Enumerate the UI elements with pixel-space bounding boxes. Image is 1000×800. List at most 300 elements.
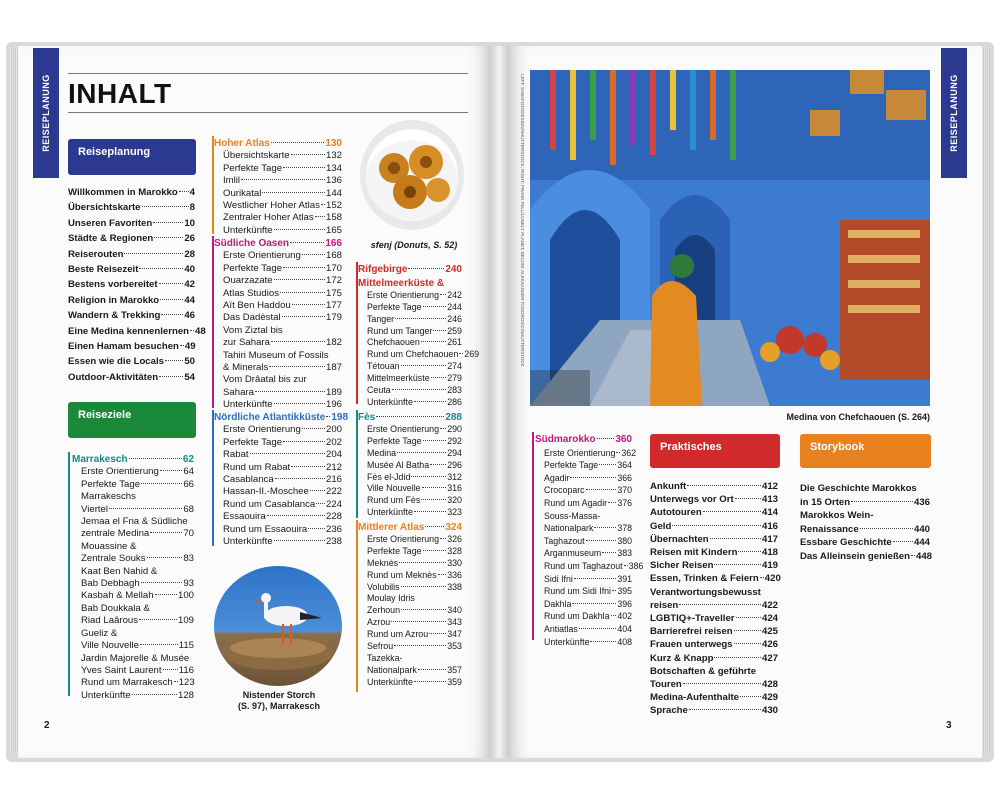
title-rule-top <box>68 73 468 74</box>
toc-page-number: 316 <box>447 483 462 494</box>
toc-page-number: 430 <box>761 705 778 717</box>
toc-page-number: 370 <box>617 485 632 496</box>
toc-leader-dots <box>740 696 761 697</box>
section-label: Storybook <box>810 441 865 453</box>
toc-entry-title: Mittelmeerküste <box>367 373 430 384</box>
toc-leader-dots <box>291 466 325 467</box>
toc-leader-dots <box>760 577 764 578</box>
toc-page-number: 4 <box>189 187 195 198</box>
toc-leader-dots <box>586 540 617 541</box>
toc-entry-title: Meknès <box>367 557 399 568</box>
toc-leader-dots <box>180 345 184 346</box>
toc-page-number: 336 <box>447 569 462 580</box>
toc-entry <box>367 665 462 677</box>
toc-page-number: 448 <box>916 550 933 562</box>
toc-entry <box>81 528 194 540</box>
toc-entry-title: Die Geschichte Marokkos <box>800 483 917 494</box>
toc-page-number: 364 <box>617 460 632 471</box>
toc-page-number: 395 <box>617 586 632 597</box>
toc-leader-dots <box>262 192 325 193</box>
toc-entry-title: Perfekte Tage <box>223 162 283 174</box>
toc-entry <box>68 354 195 369</box>
toc-page-number: 175 <box>325 287 342 299</box>
toc-suedliche-oasen <box>214 236 342 412</box>
toc-leader-dots <box>179 191 189 192</box>
toc-entry-title: Erste Orientierung <box>367 289 440 300</box>
toc-entry-title: Unterkünfte <box>223 536 273 548</box>
toc-page-number: 383 <box>617 548 632 559</box>
toc-page-number: 429 <box>761 692 778 704</box>
toc-page-number: 64 <box>183 466 194 478</box>
toc-page-number: 340 <box>447 605 462 616</box>
toc-group-heading <box>214 138 342 150</box>
toc-entry <box>68 247 195 262</box>
toc-leader-dots <box>574 578 616 579</box>
toc-entry-title: Essaouira <box>223 511 266 523</box>
toc-entry-title: Sahara <box>223 386 254 398</box>
toc-entry-title: Rund um Essaouira <box>223 523 308 535</box>
toc-leader-dots <box>267 515 325 516</box>
toc-entry-title: Tanger <box>367 313 395 324</box>
toc-entry-title: Fès el-Jdid <box>367 471 411 482</box>
toc-entry <box>223 312 342 324</box>
photo-caption: Medina von Chefchaouen (S. 264) <box>786 412 930 422</box>
toc-entry-title: Riad Laârous <box>81 615 139 627</box>
toc-entry-title: Tétouan <box>367 361 400 372</box>
toc-entry <box>650 506 778 519</box>
toc-entry-title: Agadir <box>544 472 570 483</box>
toc-entry-title: Rund um Chefchaouen <box>367 349 459 360</box>
toc-entry-title: Medina <box>367 447 397 458</box>
toc-entry <box>800 496 930 510</box>
toc-leader-dots <box>142 206 189 207</box>
toc-page-number: 83 <box>183 553 194 565</box>
toc-leader-dots <box>612 590 616 591</box>
toc-leader-dots <box>429 633 446 634</box>
toc-entry-title: Gueliz & <box>81 627 118 639</box>
toc-leader-dots <box>738 551 761 552</box>
toc-entry-title: Essen wie die Locals <box>68 356 164 368</box>
toc-page-number: 158 <box>325 212 342 224</box>
toc-leader-dots <box>160 299 183 300</box>
toc-entry-title: Ankunft <box>650 481 687 492</box>
toc-entry-title: Rund um Sidi Ifni <box>544 586 611 597</box>
toc-entry <box>367 397 462 409</box>
toc-leader-dots <box>586 489 617 490</box>
toc-leader-dots <box>129 458 182 459</box>
toc-entry-title: Ouarzazate <box>223 275 273 287</box>
toc-page-number: 380 <box>617 535 632 546</box>
toc-leader-dots <box>394 645 446 646</box>
toc-entry-title: Autotouren <box>650 507 702 519</box>
toc-page-number: 170 <box>325 262 342 274</box>
toc-page-number: 312 <box>447 471 462 482</box>
toc-page-number: 343 <box>447 617 462 628</box>
toc-suedmarokko <box>535 432 644 648</box>
toc-leader-dots <box>302 254 325 255</box>
toc-leader-dots <box>310 490 325 491</box>
toc-page-number: 212 <box>325 461 342 473</box>
toc-page-number: 408 <box>617 636 632 647</box>
toc-entry-title: Erste Orientierung <box>223 424 301 436</box>
toc-leader-dots <box>275 478 325 479</box>
toc-entry-title: Erste Orientierung <box>81 466 159 478</box>
page-edges-right <box>982 48 990 754</box>
toc-entry-title: Arganmuseum <box>544 548 602 559</box>
sfenj-image <box>360 120 464 230</box>
toc-entry <box>367 314 462 326</box>
toc-leader-dots <box>255 391 325 392</box>
toc-entry <box>81 566 194 578</box>
toc-entry-title: Essen, Trinken & Feiern <box>650 573 759 585</box>
toc-entry-title: Perfekte Tage <box>367 301 422 312</box>
toc-entry-title: Mouassine & <box>81 540 137 552</box>
toc-entry <box>367 349 480 361</box>
toc-leader-dots <box>308 528 325 529</box>
toc-page-number: 246 <box>447 313 462 324</box>
toc-entry-title: Unterkünfte <box>223 224 273 236</box>
toc-page-number: 130 <box>325 138 342 149</box>
toc-entry-title: & Minerals <box>223 362 269 374</box>
storch-photo <box>214 566 342 686</box>
toc-entry <box>68 231 195 246</box>
toc-hoher-atlas <box>214 136 342 237</box>
side-tab-label: REISEPLANUNG <box>949 74 959 152</box>
sfenj-photo <box>360 120 464 230</box>
toc-entry <box>367 641 462 653</box>
toc-entry-title: Nationalpark <box>367 664 417 675</box>
toc-leader-dots <box>602 552 616 553</box>
toc-page-number: 222 <box>325 486 342 498</box>
toc-entry <box>800 536 930 550</box>
toc-entry-title: Bestens vorbereitet <box>68 279 158 291</box>
photo-credit: LEFT: SABAFOTODESIGN/SHUTTERSTOCK; RIGHT: FRANK FELL/LONELY PLANET; BELOW: ALEKSANDER TODOROVIC/SHUTTERSTOCK <box>520 74 525 367</box>
toc-leader-dots <box>683 683 761 684</box>
toc-entry <box>68 370 195 385</box>
toc-leader-dots <box>860 528 913 529</box>
toc-entry-title: Rund um Tanger <box>367 325 433 336</box>
toc-entry <box>544 623 632 636</box>
toc-leader-dots <box>423 440 447 441</box>
toc-entry <box>367 546 462 558</box>
toc-leader-dots <box>414 401 446 402</box>
toc-entry-title: Rund um Agadir <box>544 497 608 508</box>
toc-page-number: 116 <box>178 664 194 676</box>
toc-entry-title: Südliche Oasen <box>214 238 290 249</box>
toc-entry <box>800 482 930 496</box>
toc-entry-title: Unterkünfte <box>544 636 590 647</box>
toc-entry <box>367 326 462 338</box>
toc-entry-title: Medina-Aufenthalte <box>650 692 740 704</box>
toc-noerdliche-atlantikkueste <box>214 410 349 548</box>
toc-entry-title: Sefrou <box>367 641 394 652</box>
page-title: INHALT <box>68 78 172 109</box>
toc-leader-dots <box>401 609 446 610</box>
page-number-right: 3 <box>946 720 952 731</box>
toc-entry <box>68 216 195 231</box>
toc-entry-title: Perfekte Tage <box>81 478 141 490</box>
toc-leader-dots <box>283 167 325 168</box>
toc-entry <box>223 449 342 461</box>
toc-page-number: 172 <box>325 275 342 287</box>
toc-leader-dots <box>572 603 616 604</box>
toc-entry <box>81 603 194 615</box>
toc-entry <box>223 424 342 436</box>
toc-page-number: 44 <box>184 294 195 306</box>
toc-entry <box>223 474 342 486</box>
toc-entry <box>800 523 930 537</box>
toc-entry-title: Erste Orientierung <box>223 250 301 262</box>
toc-entry-title: Perfekte Tage <box>223 262 283 274</box>
toc-page-number: 261 <box>447 337 462 348</box>
toc-page-number: 404 <box>617 623 632 634</box>
toc-entry-title: Souss-Massa- <box>544 510 601 521</box>
toc-entry <box>800 509 930 523</box>
toc-entry <box>650 520 778 533</box>
toc-entry <box>223 462 342 474</box>
toc-entry-title: Erste Orientierung <box>367 533 440 544</box>
toc-page-number: 54 <box>184 371 195 383</box>
toc-entry-title: Ceuta <box>367 385 391 396</box>
toc-page-number: 366 <box>617 472 632 483</box>
toc-entry-title: Marrakesch <box>72 454 128 465</box>
section-reiseziele <box>68 402 196 438</box>
toc-entry-title: Sprache <box>650 705 688 717</box>
toc-entry <box>650 586 778 599</box>
toc-leader-dots <box>161 314 183 315</box>
toc-entry-title: Essbare Geschichte <box>800 537 892 549</box>
toc-entry <box>367 373 462 385</box>
toc-leader-dots <box>431 377 447 378</box>
toc-entry-title: Jardin Majorelle & Musée <box>81 652 190 664</box>
toc-entry-title: Westlicher Hoher Atlas <box>223 200 320 212</box>
toc-entry <box>367 495 462 507</box>
toc-entry <box>223 499 342 511</box>
toc-entry <box>650 678 778 691</box>
toc-leader-dots <box>376 416 444 417</box>
toc-leader-dots <box>736 617 761 618</box>
toc-entry-title: Marokkos Wein- <box>800 510 874 522</box>
toc-entry <box>800 550 933 564</box>
toc-leader-dots <box>274 279 325 280</box>
toc-page-number: 216 <box>325 474 342 486</box>
toc-page-number: 68 <box>183 503 194 515</box>
toc-entry <box>544 547 632 560</box>
toc-page-number: 286 <box>447 396 462 407</box>
toc-page-number: 26 <box>184 233 195 245</box>
toc-entry-title: Das Dadèstal <box>223 312 281 324</box>
toc-leader-dots <box>274 229 325 230</box>
toc-leader-dots <box>672 525 761 526</box>
toc-leader-dots <box>109 508 182 509</box>
toc-leader-dots <box>271 142 325 143</box>
toc-entry-title: Hassan-II.-Moschee <box>223 486 309 498</box>
toc-entry-title: Kasbah & Mellah <box>81 590 154 602</box>
toc-entry-title: Yves Saint Laurent <box>81 664 162 676</box>
toc-leader-dots <box>315 216 325 217</box>
toc-entry <box>544 459 632 472</box>
toc-leader-dots <box>302 428 325 429</box>
toc-page-number: 290 <box>447 423 462 434</box>
toc-entry-title: Übersichtskarte <box>68 202 141 214</box>
toc-leader-dots <box>414 681 446 682</box>
toc-entry-title: Rund um Dakhla <box>544 611 610 622</box>
toc-page-number: 200 <box>325 424 342 436</box>
toc-entry <box>223 387 342 399</box>
toc-page-number: 228 <box>325 511 342 523</box>
toc-leader-dots <box>124 253 183 254</box>
toc-leader-dots <box>851 501 913 502</box>
toc-page-number: 123 <box>178 677 195 689</box>
toc-entry <box>223 524 342 536</box>
toc-leader-dots <box>326 416 330 417</box>
toc-entry-title: zur Sahara <box>223 337 270 349</box>
toc-entry <box>544 610 632 623</box>
storch-caption-line1: Nistender Storch <box>242 690 316 700</box>
toc-entry <box>223 437 342 449</box>
toc-entry-title: Rund um Marrakesch <box>81 677 173 689</box>
toc-entry <box>367 593 462 605</box>
toc-leader-dots <box>440 294 446 295</box>
toc-entry <box>223 374 342 386</box>
sfenj-caption: sfenj (Donuts, S. 52) <box>370 240 458 250</box>
toc-entry-title: Religion in Marokko <box>68 294 160 306</box>
toc-page-number: 427 <box>761 652 778 664</box>
toc-page-number: 238 <box>325 536 342 548</box>
toc-entry <box>223 263 342 275</box>
toc-entry <box>223 175 342 187</box>
toc-entry <box>223 150 342 162</box>
toc-entry <box>223 200 342 212</box>
toc-entry <box>223 212 342 224</box>
toc-entry <box>223 511 342 523</box>
toc-entry <box>81 578 194 590</box>
toc-leader-dots <box>418 669 446 670</box>
toc-entry <box>544 472 632 485</box>
toc-page-number: 166 <box>325 238 342 249</box>
toc-entry <box>81 541 194 553</box>
toc-entry <box>68 262 195 277</box>
toc-leader-dots <box>735 498 761 499</box>
toc-page-number: 412 <box>761 481 778 492</box>
toc-page-number: 328 <box>447 545 462 556</box>
toc-leader-dots <box>159 376 183 377</box>
toc-leader-dots <box>283 441 325 442</box>
toc-leader-dots <box>703 511 761 512</box>
toc-entry-title: Reisen mit Kindern <box>650 547 738 559</box>
toc-entry <box>367 472 462 484</box>
toc-page-number: 182 <box>325 337 342 349</box>
toc-entry-title: Viertel <box>81 503 109 515</box>
toc-entry <box>650 493 778 506</box>
toc-entry-title: Beste Reisezeit <box>68 264 139 276</box>
toc-page-number: 323 <box>447 507 462 518</box>
toc-page-number: 48 <box>195 325 206 337</box>
toc-page-number: 134 <box>325 162 342 174</box>
toc-group-heading <box>214 412 349 424</box>
toc-leader-dots <box>399 562 446 563</box>
toc-entry-title: Nationalpark <box>544 523 594 534</box>
toc-leader-dots <box>608 502 616 503</box>
toc-leader-dots <box>599 464 616 465</box>
toc-leader-dots <box>147 557 183 558</box>
toc-entry <box>544 484 632 497</box>
toc-entry <box>544 522 632 535</box>
toc-entry-title: Ourikatal <box>223 187 262 199</box>
toc-entry <box>367 483 462 495</box>
toc-page-number: 136 <box>325 175 342 187</box>
toc-leader-dots <box>316 503 325 504</box>
toc-entry-title: Volubilis <box>367 581 400 592</box>
toc-leader-dots <box>579 628 617 629</box>
toc-leader-dots <box>397 452 446 453</box>
toc-entry-title: Jemaa el Fna & Südliche <box>81 516 188 528</box>
toc-entry-title: Zerhoun <box>367 605 401 616</box>
toc-leader-dots <box>274 403 325 404</box>
toc-page-number: 109 <box>177 615 194 627</box>
toc-entry-title: Musée Al Batha <box>367 459 430 470</box>
toc-entry <box>81 615 194 627</box>
toc-entry <box>223 250 342 262</box>
toc-leader-dots <box>155 594 177 595</box>
toc-page-number: 424 <box>761 613 778 625</box>
toc-leader-dots <box>570 477 616 478</box>
suedmarokko-bar <box>532 432 534 640</box>
toc-leader-dots <box>624 565 628 566</box>
toc-entry <box>68 293 195 308</box>
toc-fes <box>358 410 462 519</box>
toc-leader-dots <box>422 487 447 488</box>
toc-leader-dots <box>440 538 446 539</box>
toc-entry <box>544 497 632 510</box>
storch-caption-line2: (S. 97), Marrakesch <box>237 701 321 711</box>
toc-entry-title: Unterkünfte <box>367 507 413 518</box>
toc-entry-title: Städte & Regionen <box>68 233 154 245</box>
toc-entry-title: Atlas Studios <box>223 287 279 299</box>
toc-entry-title: LGBTIQ+-Traveller <box>650 613 735 625</box>
toc-page-number: 288 <box>445 412 462 423</box>
toc-entry-title: Antiatlas <box>544 623 578 634</box>
toc-entry-title: Tahiri Museum of Fossils <box>223 349 329 361</box>
toc-entry <box>650 559 778 572</box>
toc-leader-dots <box>392 389 447 390</box>
toc-entry-title: Touren <box>650 679 682 691</box>
toc-entry <box>367 677 462 689</box>
chefchaouen-photo <box>530 70 930 406</box>
toc-entry-title: Übernachten <box>650 533 709 545</box>
toc-leader-dots <box>401 586 447 587</box>
toc-entry-title: Das Alleinsein genießen <box>800 550 911 562</box>
toc-entry <box>544 535 632 548</box>
toc-entry-title: Perfekte Tage <box>367 435 422 446</box>
toc-entry-title: Dakhla <box>544 598 572 609</box>
toc-entry-title: Erste Orientierung <box>544 447 616 458</box>
toc-leader-dots <box>687 485 761 486</box>
toc-page-number: 426 <box>761 639 778 651</box>
toc-entry <box>544 598 632 611</box>
toc-leader-dots <box>734 630 761 631</box>
toc-leader-dots <box>395 318 446 319</box>
toc-group-heading <box>535 434 632 447</box>
toc-leader-dots <box>139 268 183 269</box>
toc-page-number: 279 <box>447 373 462 384</box>
toc-leader-dots <box>291 154 325 155</box>
toc-leader-dots <box>734 643 761 644</box>
toc-entry <box>650 652 778 665</box>
toc-entry <box>68 200 195 215</box>
toc-leader-dots <box>141 582 183 583</box>
toc-entry <box>223 536 342 548</box>
